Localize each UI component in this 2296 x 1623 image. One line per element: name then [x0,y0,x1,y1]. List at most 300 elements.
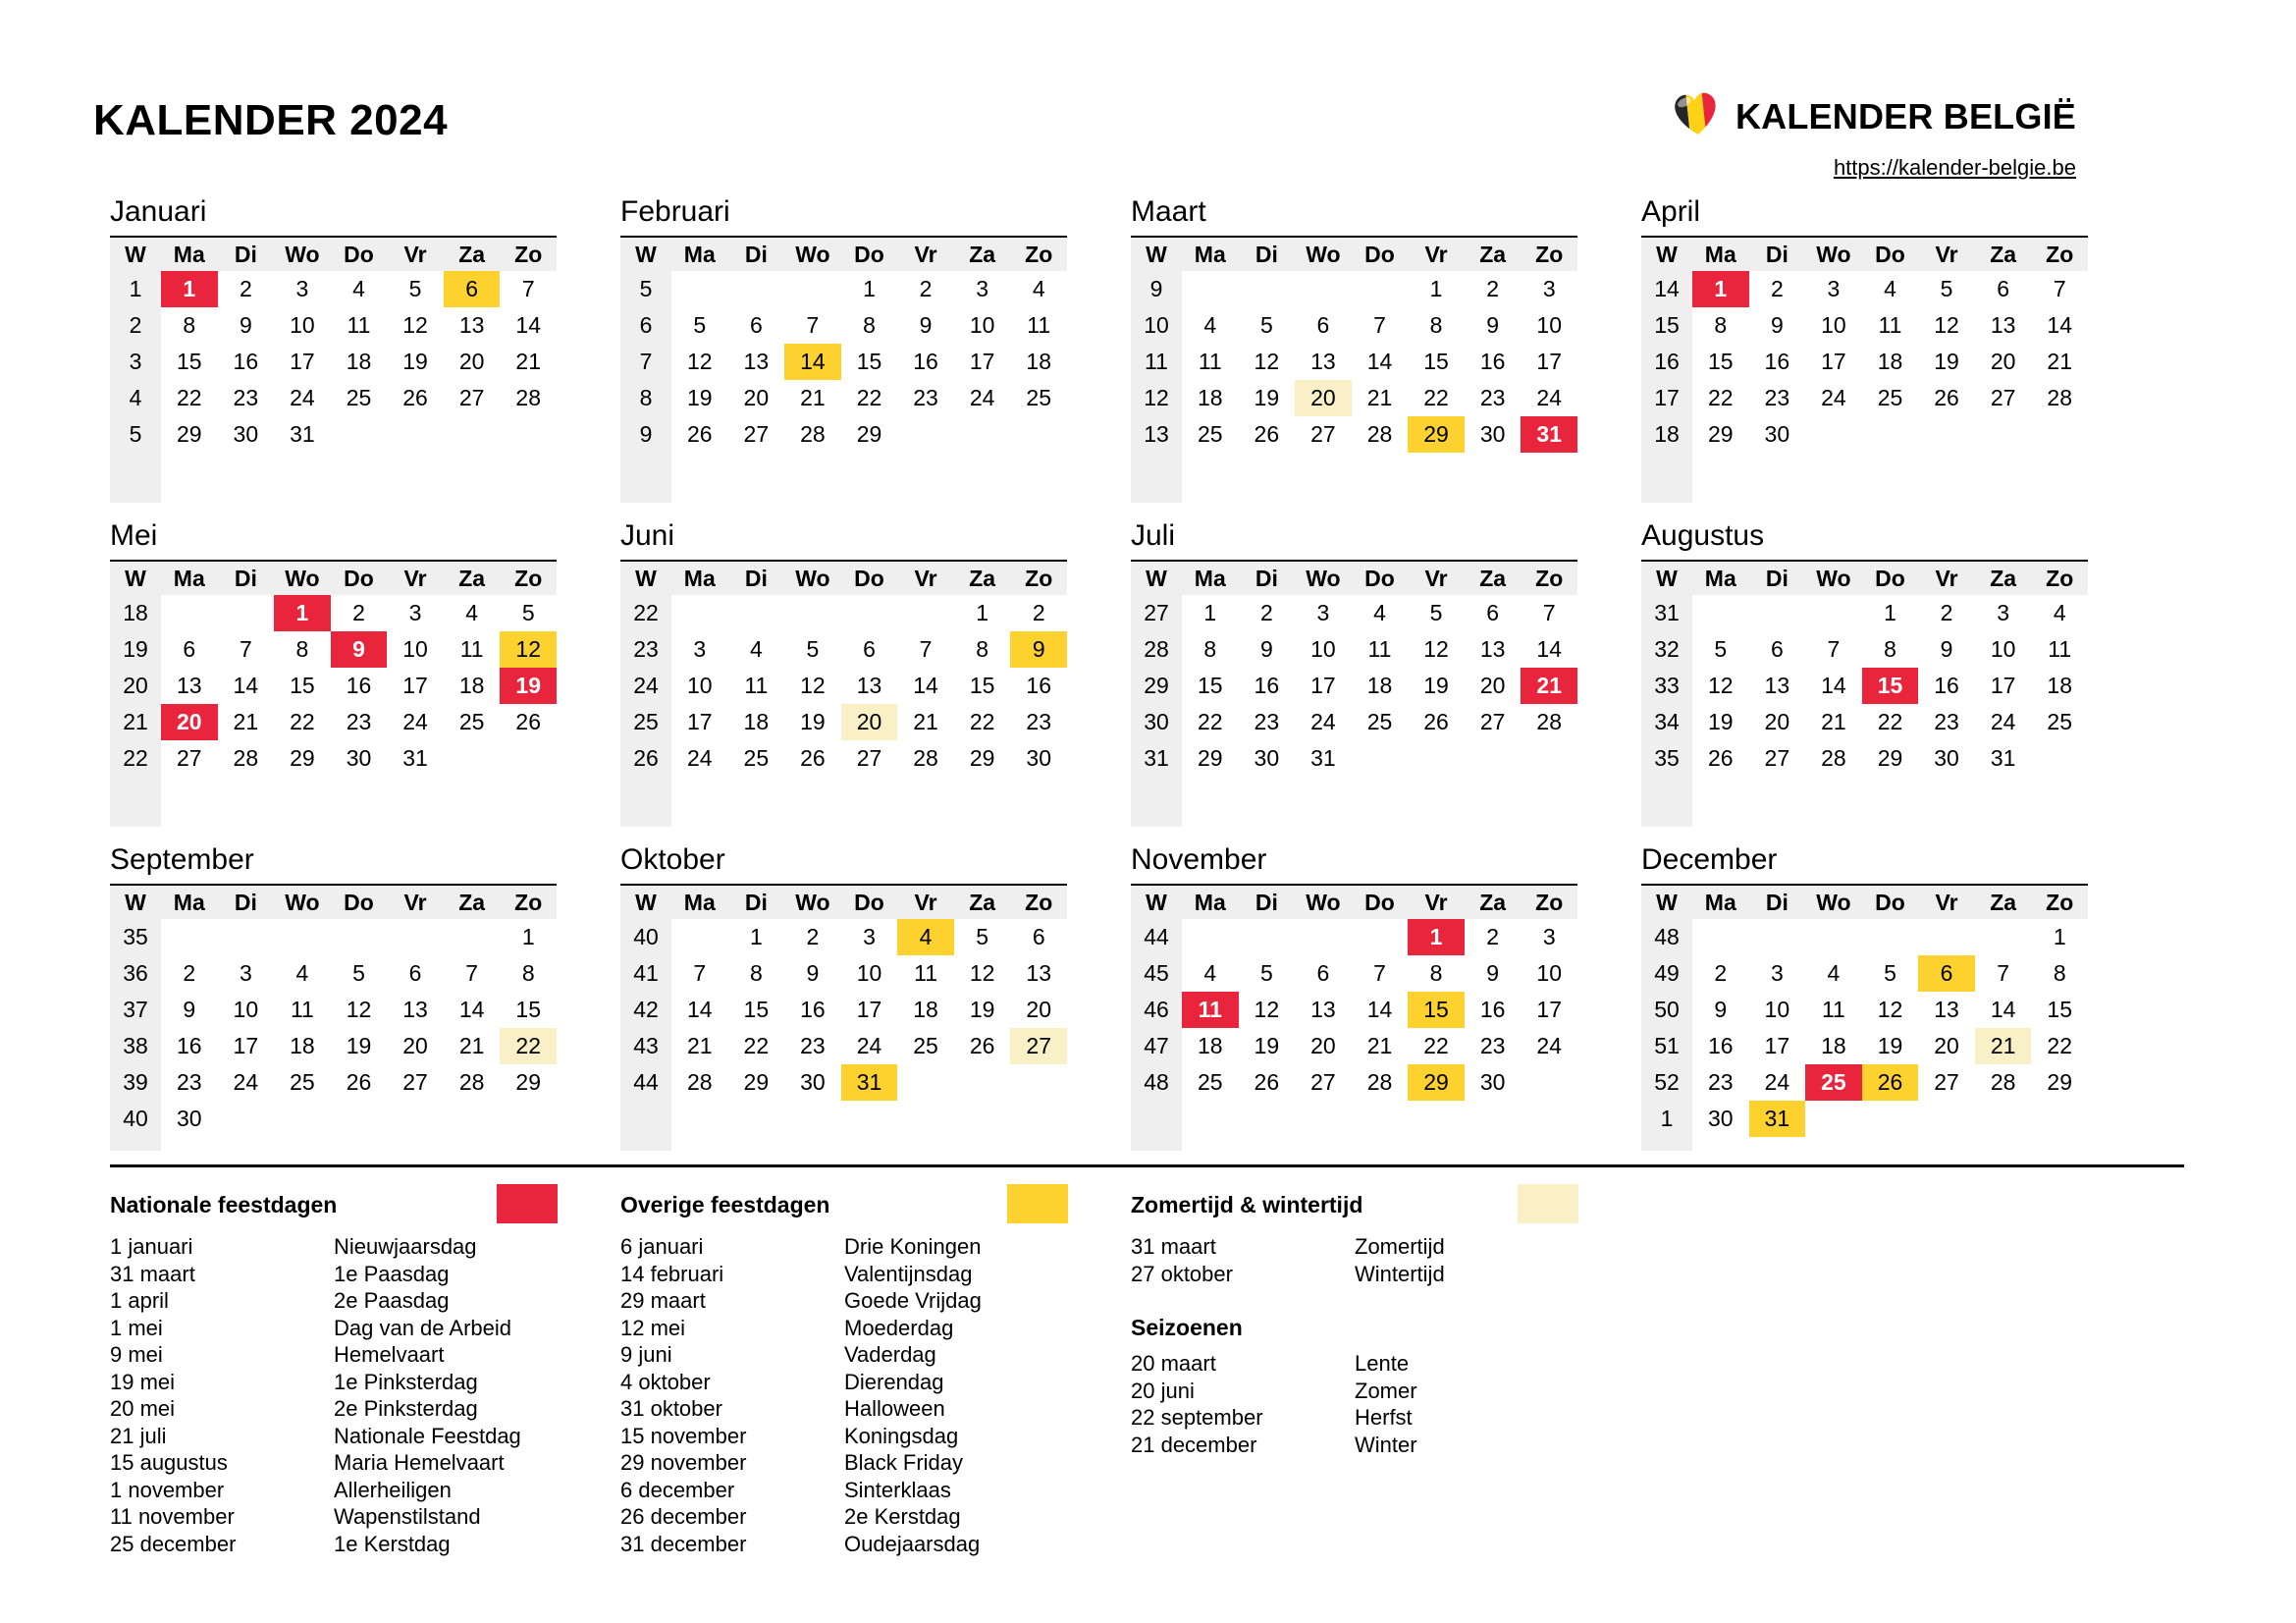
day-cell: 16 [913,349,938,374]
day-cell: 12 [1254,997,1280,1022]
month-title: Februari [620,196,1067,238]
day-cell [274,919,331,955]
day-cell: 8 [1429,312,1443,338]
day-cell: 23 [1934,709,1959,734]
day-cell [500,453,557,489]
day-cell: 2 [1714,960,1728,986]
weekday-header-cell: Do [1862,886,1919,919]
legend-entry-date: 31 december [620,1531,747,1556]
day-cell: 7 [1373,312,1386,338]
filler-cell [1692,489,1749,503]
day-cell: 7 [693,960,707,986]
day-cell-highlighted: 1 [1692,271,1749,307]
day-cell: 21 [1366,385,1393,410]
legend-entry-label: Dierendag [844,1369,944,1394]
day-cell: 16 [1707,1033,1734,1058]
page-title: KALENDER 2024 [93,96,449,144]
weekday-header-cell: Do [1862,238,1919,271]
weekday-header-cell: Do [1862,562,1919,595]
day-cell-highlighted: 9 [331,631,388,668]
day-cell [274,1101,331,1137]
weekday-header-cell: Di [218,562,275,595]
weekday-header-cell: Do [331,886,388,919]
day-cell [2031,1101,2088,1137]
day-cell [1465,777,1522,813]
legend-entry [620,1531,1068,1558]
day-cell: 31 [290,421,315,447]
day-cell [1182,271,1239,307]
day-cell: 23 [1479,385,1506,410]
weekday-header-cell: Wo [274,238,331,271]
legend-entry [620,1315,1068,1342]
day-cell [1862,453,1919,489]
week-number-cell [1131,1101,1182,1137]
day-cell: 21 [1366,1033,1393,1058]
week-number-cell [1641,777,1692,813]
day-cell: 22 [1423,385,1449,410]
week-number-cell: 5 [620,271,671,307]
week-number-cell: 41 [620,955,671,992]
week-number-cell: 7 [620,344,671,380]
day-cell [1010,1064,1067,1101]
weekday-header-cell: Wo [1805,238,1862,271]
day-cell [1182,777,1239,813]
day-cell: 22 [969,709,995,734]
legend-entry-date: 27 oktober [1131,1261,1233,1286]
month-oktober [620,840,1067,1164]
day-cell: 1 [863,276,876,301]
day-cell: 11 [1198,349,1222,374]
day-cell: 14 [1990,997,2016,1022]
filler-cell [331,1137,388,1151]
weekday-header-cell: Wo [1295,238,1352,271]
weekday-header-cell: Vr [387,562,444,595]
month-title: Juli [1131,520,1577,562]
day-cell: 13 [1764,673,1790,698]
day-cell [1352,271,1409,307]
legend-entry [1131,1261,1578,1288]
day-cell: 22 [1197,709,1223,734]
week-number-cell: 35 [110,919,161,955]
day-cell [1521,777,1577,813]
week-number-cell: 5 [110,416,161,453]
weekday-header-cell: Do [331,562,388,595]
day-cell: 1 [976,600,989,625]
legend-entry [620,1395,1068,1423]
day-cell [728,595,785,631]
week-number-cell: 15 [1641,307,1692,344]
day-cell: 2 [1486,276,1500,301]
day-cell [1862,1101,1919,1137]
legend-entry-label: Wintertijd [1355,1261,1445,1286]
day-cell: 1 [2053,924,2066,949]
day-cell-highlighted: 27 [1010,1028,1067,1064]
day-cell: 29 [969,745,995,771]
filler-cell [1918,489,1975,503]
week-number-cell: 51 [1641,1028,1692,1064]
legend-entry-label: Black Friday [844,1450,964,1475]
day-cell: 24 [969,385,995,410]
day-cell: 15 [2047,997,2072,1022]
legend-entry-label: 2e Pinksterdag [334,1396,478,1421]
day-cell: 22 [856,385,882,410]
day-cell: 15 [290,673,315,698]
weekday-header-cell: Ma [671,562,728,595]
legend-entries [1131,1233,1578,1287]
day-cell: 9 [806,960,820,986]
month-februari [620,192,1067,516]
day-cell: 10 [1536,312,1562,338]
weekday-header-cell: Ma [161,238,218,271]
day-cell: 11 [1821,997,1845,1022]
weekday-header-cell: Wo [784,238,841,271]
day-cell: 10 [233,997,259,1022]
filler-cell [728,1137,785,1151]
day-cell [784,453,841,489]
filler-cell [784,489,841,503]
day-cell: 28 [2047,385,2072,410]
day-cell: 8 [521,960,535,986]
weekday-header-cell: W [1131,562,1182,595]
filler-cell [1408,1137,1465,1151]
legend-entry-date: 15 november [620,1423,747,1448]
week-number-cell: 38 [110,1028,161,1064]
legend-entry-label: Nieuwjaarsdag [334,1234,477,1259]
day-cell: 19 [346,1033,372,1058]
day-cell-highlighted: 14 [784,344,841,380]
legend-entry [620,1261,1068,1288]
day-cell: 8 [1714,312,1728,338]
month-title: Januari [110,196,557,238]
day-cell: 19 [1423,673,1449,698]
day-cell: 12 [686,349,713,374]
legend-entry-date: 1 mei [110,1315,163,1340]
day-cell: 11 [914,960,937,986]
day-cell: 6 [1032,924,1045,949]
day-cell: 13 [1990,312,2016,338]
site-url-link[interactable]: https://kalender-belgie.be [1833,155,2076,180]
weekday-header-cell: W [110,238,161,271]
day-cell: 28 [515,385,541,410]
legend-color-swatch [1007,1184,1068,1223]
day-cell [1295,1101,1352,1137]
legend-entry [620,1369,1068,1396]
day-cell: 30 [1934,745,1959,771]
weekday-header-cell: Zo [1010,238,1067,271]
legend-section-title-text: Seizoenen [1131,1315,1243,1340]
month-title: Mei [110,520,557,562]
week-number-cell: 22 [110,740,161,777]
day-cell: 16 [1934,673,1959,698]
week-number-cell: 40 [620,919,671,955]
month-grid [1641,238,2088,503]
filler-cell [274,813,331,827]
day-cell: 27 [402,1069,428,1095]
day-cell-highlighted: 6 [444,271,501,307]
day-cell: 1 [521,924,535,949]
day-cell: 20 [1479,673,1506,698]
week-number-cell: 6 [620,307,671,344]
weekday-header-cell: Di [218,886,275,919]
day-cell: 30 [176,1106,202,1131]
legend-entry-date: 1 april [110,1288,169,1313]
weekday-header-cell: W [620,886,671,919]
filler-cell [1749,813,1806,827]
week-number-cell: 37 [110,992,161,1028]
day-cell [1749,453,1806,489]
day-cell: 6 [1770,636,1784,662]
day-cell [1918,1101,1975,1137]
day-cell: 4 [352,276,365,301]
weekday-header-cell: Zo [2031,886,2088,919]
day-cell: 2 [1032,600,1045,625]
day-cell: 15 [856,349,882,374]
day-cell: 9 [1486,960,1500,986]
weekday-header-cell: Zo [2031,562,2088,595]
filler-cell [1862,813,1919,827]
day-cell: 25 [1877,385,1903,410]
day-cell: 26 [402,385,428,410]
day-cell [1521,1101,1577,1137]
day-cell: 25 [346,385,372,410]
weekday-header-cell: Za [954,562,1011,595]
day-cell [1975,453,2032,489]
filler-cell [387,813,444,827]
day-cell: 19 [1934,349,1959,374]
day-cell: 29 [176,421,202,447]
day-cell: 10 [686,673,713,698]
day-cell [1692,595,1749,631]
month-maart [1131,192,1577,516]
day-cell: 28 [800,421,826,447]
day-cell: 17 [402,673,428,698]
legend-entry-label: Allerheiligen [334,1477,452,1502]
legend-entry [110,1369,558,1396]
legend-entry [110,1287,558,1315]
filler-cell [1182,489,1239,503]
day-cell: 7 [2053,276,2066,301]
day-cell [897,1101,954,1137]
week-column-filler [1641,489,1692,503]
legend-entry [620,1341,1068,1369]
day-cell: 16 [1254,673,1280,698]
day-cell [1408,453,1465,489]
day-cell: 25 [290,1069,315,1095]
weekday-header-cell: Za [954,238,1011,271]
week-column-filler [620,813,671,827]
day-cell: 4 [1373,600,1386,625]
day-cell: 6 [1316,960,1330,986]
day-cell [1521,1064,1577,1101]
day-cell: 6 [863,636,876,662]
day-cell: 26 [800,745,826,771]
week-column-filler [1641,1137,1692,1151]
legend-entry-date: 26 december [620,1504,747,1529]
legend-entry-label: Goede Vrijdag [844,1288,982,1313]
week-number-cell: 32 [1641,631,1692,668]
day-cell [841,453,898,489]
day-cell [1805,777,1862,813]
month-grid [1131,238,1577,503]
filler-cell [1805,813,1862,827]
day-cell: 17 [686,709,713,734]
day-cell: 19 [1707,709,1734,734]
day-cell [728,777,785,813]
day-cell: 5 [1884,960,1896,986]
filler-cell [1521,813,1577,827]
day-cell: 3 [1997,600,2010,625]
day-cell [1295,777,1352,813]
weekday-header-cell: W [1641,886,1692,919]
legend-entry-label: Zomertijd [1355,1234,1445,1259]
day-cell: 21 [686,1033,713,1058]
day-cell-highlighted: 31 [1521,416,1577,453]
filler-cell [2031,1137,2088,1151]
week-column-filler [1641,813,1692,827]
day-cell: 31 [402,745,428,771]
legend-entry-date: 4 oktober [620,1369,711,1394]
day-cell: 4 [295,960,309,986]
month-september [110,840,557,1164]
day-cell: 4 [465,600,479,625]
day-cell-highlighted: 29 [1408,416,1465,453]
month-augustus [1641,516,2088,840]
legend-color-swatch [1518,1184,1578,1223]
day-cell: 12 [1254,349,1280,374]
filler-cell [161,813,218,827]
legend-entry [110,1449,558,1477]
day-cell: 21 [800,385,826,410]
weekday-header-cell: Ma [671,238,728,271]
day-cell [728,271,785,307]
day-cell-highlighted: 20 [841,704,898,740]
week-number-cell: 24 [620,668,671,704]
filler-cell [387,489,444,503]
day-cell: 28 [458,1069,485,1095]
week-column-filler [620,489,671,503]
legend-entry [1131,1404,1578,1432]
day-cell-highlighted: 19 [500,668,557,704]
day-cell [2031,740,2088,777]
day-cell: 8 [976,636,989,662]
day-cell [1352,919,1409,955]
weekday-header-cell: Do [331,238,388,271]
week-number-cell: 29 [1131,668,1182,704]
day-cell-highlighted: 31 [841,1064,898,1101]
filler-cell [161,489,218,503]
day-cell: 8 [2053,960,2066,986]
day-cell: 29 [515,1069,541,1095]
day-cell: 2 [1486,924,1500,949]
filler-cell [728,489,785,503]
day-cell: 13 [743,349,770,374]
filler-cell [1749,489,1806,503]
day-cell: 3 [1542,276,1556,301]
day-cell: 11 [1878,312,1902,338]
day-cell: 1 [749,924,763,949]
weekday-header-cell: Di [1239,562,1296,595]
week-number-cell: 18 [110,595,161,631]
day-cell-highlighted: 20 [1295,380,1352,416]
month-grid [110,238,557,503]
weekday-header-cell: W [110,562,161,595]
legend-column [110,1184,558,1557]
day-cell-highlighted: 15 [1862,668,1919,704]
legend-entry [620,1287,1068,1315]
day-cell: 22 [743,1033,770,1058]
day-cell: 27 [176,745,202,771]
week-number-cell: 9 [1131,271,1182,307]
month-title: November [1131,844,1577,886]
legend-entry [110,1423,558,1450]
day-cell: 14 [1366,349,1393,374]
weekday-header-cell: Wo [274,886,331,919]
day-cell: 25 [1026,385,1051,410]
month-grid [1641,562,2088,827]
week-number-cell: 31 [1131,740,1182,777]
week-column-filler [620,1137,671,1151]
day-cell: 10 [856,960,882,986]
day-cell [444,777,501,813]
week-number-cell: 25 [620,704,671,740]
day-cell: 15 [1423,349,1449,374]
weekday-header-cell: Wo [1805,562,1862,595]
day-cell: 21 [515,349,541,374]
week-number-cell: 19 [110,631,161,668]
day-cell: 16 [346,673,372,698]
filler-cell [331,489,388,503]
filler-cell [500,489,557,503]
day-cell: 23 [1479,1033,1506,1058]
weekday-header-cell: Vr [1918,562,1975,595]
day-cell: 24 [1310,709,1336,734]
filler-cell [218,813,275,827]
day-cell [274,777,331,813]
day-cell [1295,919,1352,955]
week-number-cell: 8 [620,380,671,416]
day-cell [1408,1101,1465,1137]
week-number-cell: 39 [110,1064,161,1101]
week-number-cell: 18 [1641,416,1692,453]
legend-entry [1131,1432,1578,1459]
day-cell [1239,1101,1296,1137]
day-cell: 21 [233,709,259,734]
day-cell: 28 [1821,745,1846,771]
month-grid [1641,886,2088,1151]
filler-cell [444,813,501,827]
filler-cell [1295,489,1352,503]
filler-cell [1182,813,1239,827]
day-cell [1805,453,1862,489]
legend-divider [110,1164,2184,1167]
legend-section-title [1131,1184,1578,1225]
day-cell [1239,919,1296,955]
day-cell: 23 [176,1069,202,1095]
day-cell: 16 [233,349,259,374]
day-cell [954,1064,1011,1101]
day-cell: 29 [1707,421,1734,447]
day-cell: 23 [1254,709,1280,734]
day-cell: 17 [233,1033,259,1058]
day-cell: 18 [1821,1033,1846,1058]
week-number-cell: 48 [1641,919,1692,955]
day-cell: 14 [458,997,485,1022]
day-cell [1408,777,1465,813]
month-grid [110,562,557,827]
day-cell: 11 [459,636,484,662]
week-number-cell: 48 [1131,1064,1182,1101]
week-number-cell [620,1101,671,1137]
